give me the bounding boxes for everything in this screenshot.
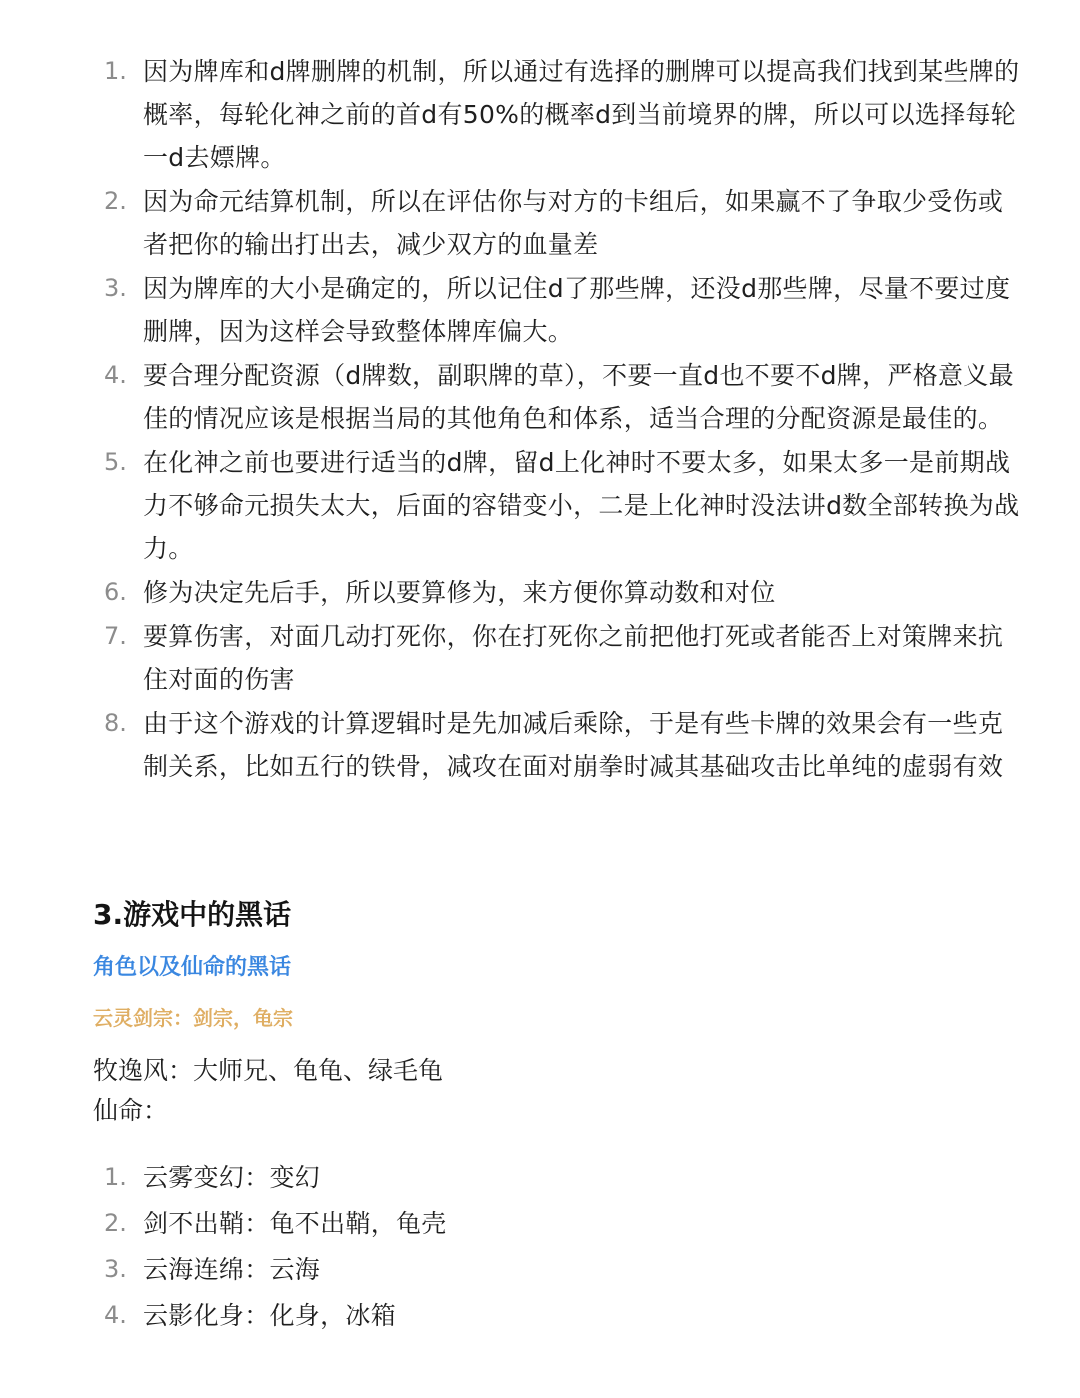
list-item-text: 要合理分配资源（d牌数，副职牌的草），不要一直d也不要不d牌，严格意义最佳的情况应该是根据当局的其他角色和体系，适当合理的分配资源是最佳的。 bbox=[143, 361, 1014, 433]
strategy-tips-list bbox=[0, 50, 1080, 789]
list-item bbox=[0, 571, 1080, 614]
list-item-number: 7. bbox=[104, 622, 127, 650]
list-item-text: 因为牌库的大小是确定的，所以记住d了那些牌，还没d那些牌，尽量不要过度删牌，因为这样会导致整体牌库偏大。 bbox=[143, 274, 1011, 346]
list-item-number: 1. bbox=[104, 57, 127, 85]
list-item bbox=[0, 1294, 1080, 1337]
list-item bbox=[0, 267, 1080, 353]
list-item-number: 1. bbox=[104, 1163, 127, 1191]
list-item bbox=[0, 441, 1080, 570]
list-item-text: 剑不出鞘：龟不出鞘，龟壳 bbox=[143, 1209, 447, 1238]
list-item bbox=[0, 702, 1080, 788]
list-item-number: 2. bbox=[104, 187, 127, 215]
list-item-text: 因为牌库和d牌删牌的机制，所以通过有选择的删牌可以提高我们找到某些牌的概率，每轮化神之前的首d有50%的概率d到当前境界的牌，所以可以选择每轮一d去嫖牌。 bbox=[143, 57, 1020, 172]
list-item-text: 修为决定先后手，所以要算修为，来方便你算动数和对位 bbox=[143, 578, 776, 607]
list-item bbox=[0, 1156, 1080, 1199]
list-item bbox=[0, 180, 1080, 266]
list-item-number: 6. bbox=[104, 578, 127, 606]
xianming-label: 仙命： bbox=[93, 1096, 169, 1125]
list-item-number: 3. bbox=[104, 1255, 127, 1283]
xianming-list bbox=[0, 1156, 1080, 1340]
character-nickname-line: 牧逸风：大师兄、龟龟、绿毛龟 bbox=[93, 1056, 444, 1085]
list-item-text: 由于这个游戏的计算逻辑时是先加减后乘除，于是有些卡牌的效果会有一些克制关系，比如五行的铁骨，减攻在面对崩拳时减其基础攻击比单纯的虚弱有效 bbox=[143, 709, 1004, 781]
list-item-number: 4. bbox=[104, 1301, 127, 1329]
list-item-text: 云海连绵：云海 bbox=[143, 1255, 321, 1284]
list-item-number: 3. bbox=[104, 274, 127, 302]
list-item bbox=[0, 1202, 1080, 1245]
list-item-text: 要算伤害，对面几动打死你，你在打死你之前把他打死或者能否上对策牌来抗住对面的伤害 bbox=[143, 622, 1004, 694]
list-item bbox=[0, 1248, 1080, 1291]
list-item bbox=[0, 615, 1080, 701]
list-item-text: 因为命元结算机制，所以在评估你与对方的卡组后，如果赢不了争取少受伤或者把你的输出打出去，减少双方的血量差 bbox=[143, 187, 1004, 259]
subheading-sect-name: 云灵剑宗：剑宗，龟宗 bbox=[93, 1006, 293, 1030]
list-item-number: 4. bbox=[104, 361, 127, 389]
list-item bbox=[0, 354, 1080, 440]
list-item-text: 云雾变幻：变幻 bbox=[143, 1163, 321, 1192]
list-item-text: 在化神之前也要进行适当的d牌，留d上化神时不要太多，如果太多一是前期战力不够命元损失太大，后面的容错变小，二是上化神时没法讲d数全部转换为战力。 bbox=[143, 448, 1020, 563]
subheading-characters-slang: 角色以及仙命的黑话 bbox=[93, 955, 292, 980]
list-item-number: 8. bbox=[104, 709, 127, 737]
section-heading: 3.游戏中的黑话 bbox=[93, 898, 292, 931]
list-item-number: 2. bbox=[104, 1209, 127, 1237]
list-item-number: 5. bbox=[104, 448, 127, 476]
list-item bbox=[0, 50, 1080, 179]
list-item-text: 云影化身：化身，冰箱 bbox=[143, 1301, 397, 1330]
